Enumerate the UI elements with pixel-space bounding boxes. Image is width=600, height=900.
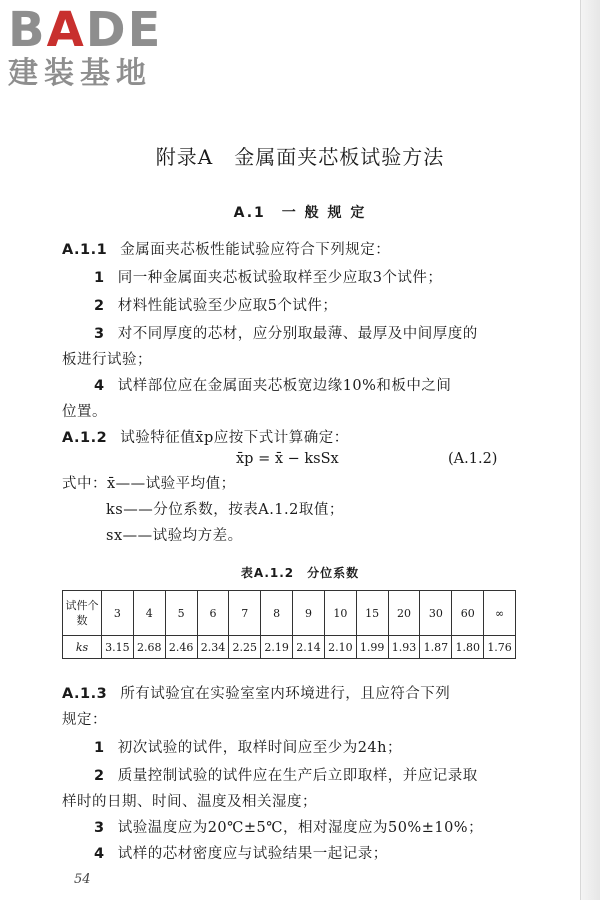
formula: x̄p = x̄ − ksSx xyxy=(236,451,339,467)
table-cell: 30 xyxy=(420,591,452,636)
clause-number: A.1.1 xyxy=(62,242,108,258)
table-header-cell: 试件个数 xyxy=(63,591,102,636)
list-item: 2 质量控制试验的试件应在生产后立即取样，并应记录取 xyxy=(94,768,478,784)
table-cell: 1.80 xyxy=(452,636,484,659)
table-row xyxy=(63,636,516,659)
table-cell: 60 xyxy=(452,591,484,636)
page-number: 54 xyxy=(74,872,91,887)
table-cell: 4 xyxy=(133,591,165,636)
table-header-cell: ks xyxy=(63,636,102,659)
table-cell: 8 xyxy=(261,591,293,636)
clause-text: 所有试验宜在实验室室内环境进行，且应符合下列 xyxy=(120,686,451,702)
table-cell: 15 xyxy=(356,591,388,636)
table-cell: 9 xyxy=(293,591,325,636)
formula-number: (A.1.2) xyxy=(448,451,498,467)
table-cell: 3 xyxy=(102,591,134,636)
table-title: 表A.1.2 分位系数 xyxy=(240,566,360,580)
coefficient-table xyxy=(62,590,516,659)
logo-wordmark: BADE xyxy=(8,2,163,58)
list-item: 3 试验温度应为20℃±5℃，相对湿度应为50%±10%； xyxy=(94,820,484,836)
list-item-continuation: 样时的日期、时间、温度及相关湿度； xyxy=(62,794,317,810)
list-item: 4 试样部位应在金属面夹芯板宽边缘10%和板中之间 xyxy=(94,378,452,394)
clause-text: 试验特征值x̄p应按下式计算确定： xyxy=(120,430,349,446)
table-cell: 6 xyxy=(197,591,229,636)
table-cell: 2.14 xyxy=(293,636,325,659)
table-cell: 1.99 xyxy=(356,636,388,659)
list-item: 1 同一种金属面夹芯板试验取样至少应取3个试件； xyxy=(94,270,443,286)
list-item: 2 材料性能试验至少应取5个试件； xyxy=(94,298,338,314)
clause-number: A.1.2 xyxy=(62,430,108,446)
table-cell: 5 xyxy=(165,591,197,636)
page-edge-shadow xyxy=(580,0,600,900)
table-cell: 1.87 xyxy=(420,636,452,659)
table-row xyxy=(63,591,516,636)
table-cell: ∞ xyxy=(484,591,516,636)
list-item-continuation: 板进行试验； xyxy=(62,352,152,368)
table-cell: 1.76 xyxy=(484,636,516,659)
list-item: 4 试样的芯材密度应与试验结果一起记录； xyxy=(94,846,388,862)
table-cell: 2.19 xyxy=(261,636,293,659)
table-cell: 2.10 xyxy=(324,636,356,659)
clause-a113 xyxy=(62,684,450,704)
list-item: 3 对不同厚度的芯材，应分别取最薄、最厚及中间厚度的 xyxy=(94,326,478,342)
table-cell: 2.34 xyxy=(197,636,229,659)
appendix-title: 附录A 金属面夹芯板试验方法 xyxy=(155,145,445,169)
logo-chinese-text: 建装基地 xyxy=(8,56,152,91)
table-cell: 20 xyxy=(388,591,420,636)
table-cell: 2.68 xyxy=(133,636,165,659)
table-cell: 1.93 xyxy=(388,636,420,659)
list-item: 1 初次试验的试件，取样时间应至少为24h； xyxy=(94,740,402,756)
table-cell: 3.15 xyxy=(102,636,134,659)
clause-continuation: 规定： xyxy=(62,712,107,728)
table-cell: 2.25 xyxy=(229,636,261,659)
table-cell: 10 xyxy=(324,591,356,636)
list-item-continuation: 位置。 xyxy=(62,404,107,420)
clause-a112 xyxy=(62,428,349,448)
table-cell: 2.46 xyxy=(165,636,197,659)
clause-number: A.1.3 xyxy=(62,686,108,702)
clause-a111 xyxy=(62,240,390,260)
clause-text: 金属面夹芯板性能试验应符合下列规定： xyxy=(120,242,391,258)
where-line: sx——试验均方差。 xyxy=(106,528,243,544)
table-cell: 7 xyxy=(229,591,261,636)
section-heading: A.1 一 般 规 定 xyxy=(233,205,367,221)
bade-logo xyxy=(8,4,162,92)
where-line: ks——分位系数，按表A.1.2取值； xyxy=(106,502,344,518)
where-line: 式中：x̄——试验平均值； xyxy=(62,476,236,492)
